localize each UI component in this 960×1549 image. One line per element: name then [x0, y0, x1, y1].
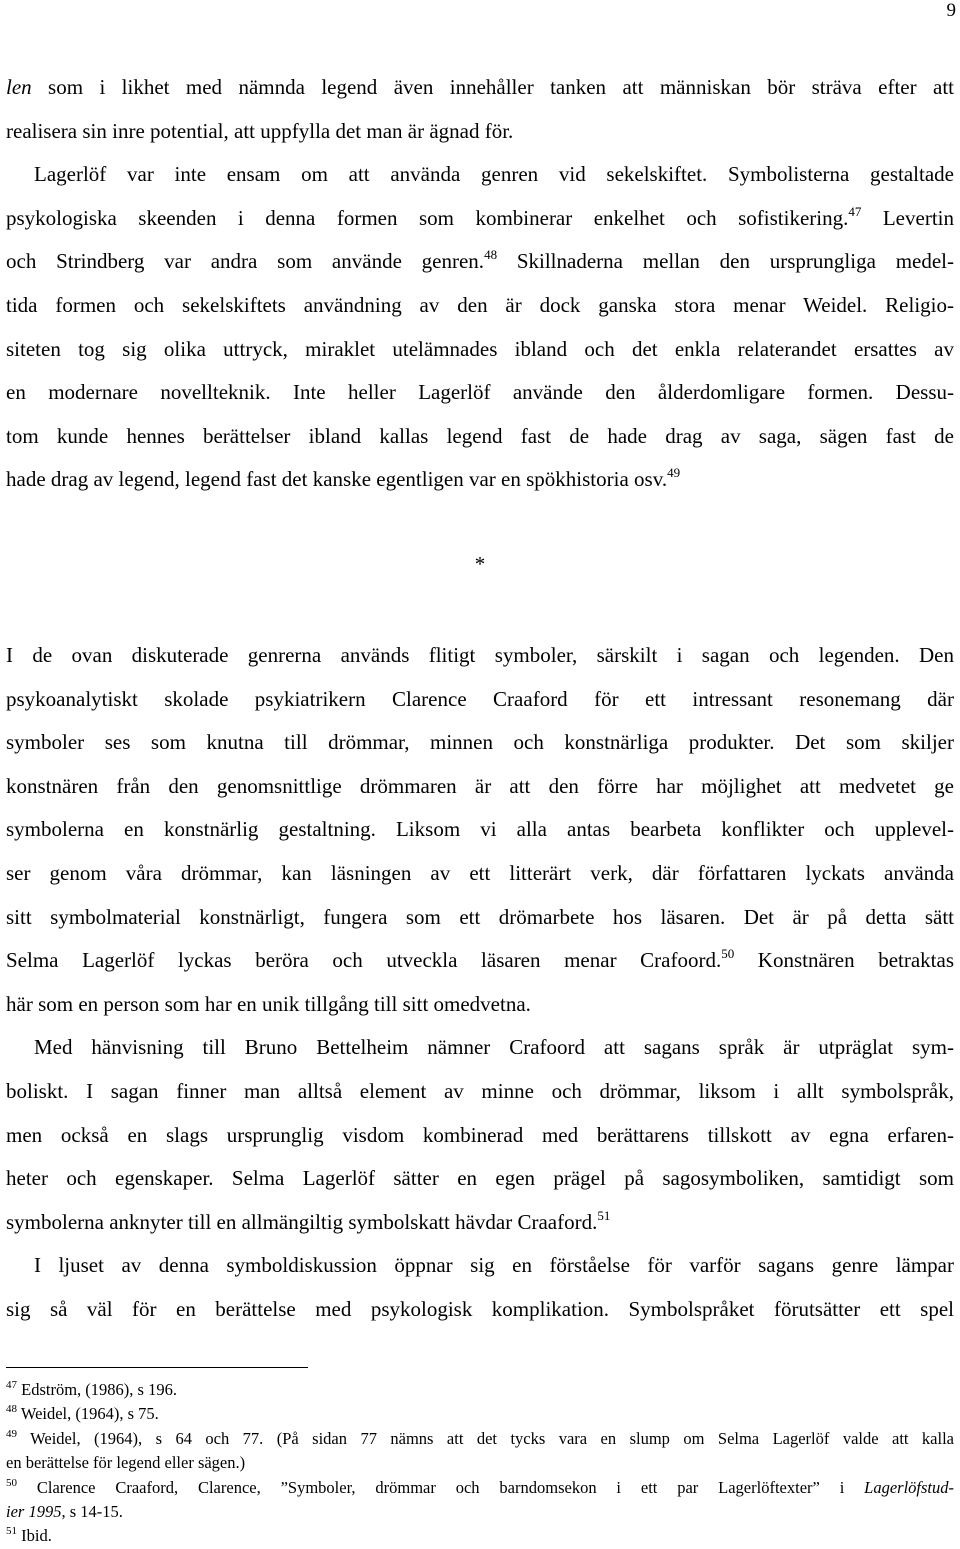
text-line	[6, 240, 954, 284]
footnote-ref: 50	[721, 946, 735, 962]
text-span: siteten tog sig olika uttryck, miraklet utelämnades ibland och det enkla relaterandet ersattes av	[6, 336, 954, 361]
footnote-line	[6, 1500, 954, 1524]
text-line	[6, 153, 954, 197]
footnote-ref: 47	[848, 203, 862, 219]
text-span: psykologiska skeenden i denna formen som kombinerar enkelhet och sofistikering.	[6, 205, 849, 230]
text-line	[6, 983, 954, 1027]
text-line	[6, 678, 954, 722]
text-line	[6, 415, 954, 459]
text-line	[6, 939, 954, 983]
text-line	[6, 1288, 954, 1332]
text-span: Konstnären betraktas	[734, 948, 955, 973]
text-span: men också en slags ursprunglig visdom kombinerad med berättarens tillskott av egna erfaren-	[6, 1122, 954, 1147]
footnote-line	[6, 1476, 954, 1500]
italic-text: Lagerlöfstud-	[864, 1477, 954, 1497]
text-span: , s 14-15.	[61, 1502, 123, 1522]
text-span: Selma Lagerlöf lyckas beröra och utveckla läsaren menar Crafoord.	[6, 948, 722, 973]
text-line	[6, 634, 954, 678]
footnote-line	[6, 1451, 954, 1475]
footnote-ref: 48	[484, 247, 498, 263]
text-span: symbolerna en konstnärlig gestaltning. Liksom vi alla antas bearbeta konflikter och upplevel-	[6, 817, 954, 842]
text-line	[6, 896, 954, 940]
text-line	[6, 110, 954, 154]
footnote-line	[6, 1378, 954, 1402]
footnote-line	[6, 1402, 954, 1426]
text-line	[6, 721, 954, 765]
text-span: I ljuset av denna symboldiskussion öppnar sig en förståelse för varför sagans genre lämpar	[34, 1253, 954, 1278]
text-span: Edström, (1986), s 196.	[17, 1380, 177, 1399]
text-span: symbolerna anknyter till en allmängiltig symbolskatt hävdar Craaford.	[6, 1209, 598, 1234]
text-span: Weidel, (1964), s 64 och 77. (På sidan 77 nämns att det tycks vara en slump om Selma Lagerlöf valde att kalla	[17, 1428, 954, 1448]
text-line	[6, 284, 954, 328]
footnote-line	[6, 1427, 954, 1451]
footnote-ref: 47	[6, 1379, 17, 1391]
text-line	[6, 1244, 954, 1288]
text-span: Levertin	[861, 205, 954, 230]
footnote-ref: 51	[6, 1525, 17, 1538]
body-text-section-2	[6, 634, 954, 1332]
text-line	[6, 1114, 954, 1158]
footnotes	[6, 1378, 954, 1549]
text-span: Weidel, (1964), s 75.	[17, 1404, 159, 1424]
text-span: heter och egenskaper. Selma Lagerlöf sätter en egen prägel på sagosymboliken, samtidigt som	[6, 1166, 954, 1191]
text-span: Clarence Craaford, Clarence, ”Symboler, drömmar och barndomsekon i ett par Lagerlöftexter” i	[17, 1477, 865, 1497]
text-span: sig så väl för en berättelse med psykologisk komplikation. Symbolspråket förutsätter ett spel	[6, 1296, 954, 1321]
footnote-divider	[6, 1367, 308, 1368]
text-span: sitt symbolmaterial konstnärligt, fungera som ett drömarbete hos läsaren. Det är på detta sätt	[6, 904, 954, 929]
text-span: tida formen och sekelskiftets användning av den är dock ganska stora menar Weidel. Religio-	[6, 292, 954, 317]
text-span: Lagerlöf var inte ensam om att använda genren vid sekelskiftet. Symbolisterna gestaltade	[34, 162, 954, 187]
text-line	[6, 458, 954, 502]
text-span: här som en person som har en unik tillgång till sitt omedvetna.	[6, 991, 531, 1016]
footnote-ref: 50	[6, 1476, 17, 1489]
section-separator: *	[474, 552, 486, 576]
text-span: Skillnaderna mellan den ursprungliga medel-	[497, 249, 954, 274]
text-span: symboler ses som knutna till drömmar, minnen och konstnärliga produkter. Det som skiljer	[6, 730, 954, 755]
text-line	[6, 1026, 954, 1070]
text-line	[6, 371, 954, 415]
text-span: och Strindberg var andra som använde genren.	[6, 249, 485, 274]
text-span: som i likhet med nämnda legend även innehåller tanken att människan bör sträva efter att	[31, 75, 954, 99]
footnote-ref: 51	[597, 1207, 611, 1223]
text-span: psykoanalytiskt skolade psykiatrikern Clarence Craaford för ett intressant resonemang där	[6, 686, 954, 711]
footnote-line	[6, 1524, 954, 1548]
text-span: Med hänvisning till Bruno Bettelheim nämner Crafoord att sagans språk är utpräglat sym-	[34, 1035, 954, 1060]
text-span: realisera sin inre potential, att uppfylla det man är ägnad för.	[6, 118, 514, 143]
text-line	[6, 66, 954, 110]
italic-text: len	[6, 75, 32, 99]
text-span: tom kunde hennes berättelser ibland kallas legend fast de hade drag av saga, sägen fast de	[6, 423, 954, 448]
italic-text: ier 1995	[6, 1502, 62, 1522]
text-span: Ibid.	[17, 1526, 52, 1546]
text-span: ser genom våra drömmar, kan läsningen av ett litterärt verk, där författaren lyckats använda	[6, 860, 954, 885]
body-text-section-1	[6, 66, 954, 502]
text-span: boliskt. I sagan finner man alltså element av minne och drömmar, liksom i allt symbolspråk,	[6, 1078, 954, 1103]
text-line	[6, 197, 954, 241]
footnote-ref: 49	[667, 465, 681, 481]
text-line	[6, 1157, 954, 1201]
footnote-ref: 48	[6, 1403, 17, 1416]
text-line	[6, 1201, 954, 1245]
text-span: hade drag av legend, legend fast det kanske egentligen var en spökhistoria osv.	[6, 467, 668, 492]
text-span: I de ovan diskuterade genrerna används flitigt symboler, särskilt i sagan och legenden. Den	[6, 643, 954, 667]
page-number: 9	[946, 0, 956, 21]
text-span: en berättelse för legend eller sägen.)	[6, 1453, 246, 1473]
text-line	[6, 1070, 954, 1114]
text-span: en modernare novellteknik. Inte heller Lagerlöf använde den ålderdomligare formen. Dessu-	[6, 380, 954, 405]
footnote-ref: 49	[6, 1427, 17, 1440]
text-line	[6, 852, 954, 896]
text-span: konstnären från den genomsnittlige drömmaren är att den förre har möjlighet att medvetet ge	[6, 773, 954, 798]
text-line	[6, 808, 954, 852]
text-line	[6, 328, 954, 372]
text-line	[6, 765, 954, 809]
